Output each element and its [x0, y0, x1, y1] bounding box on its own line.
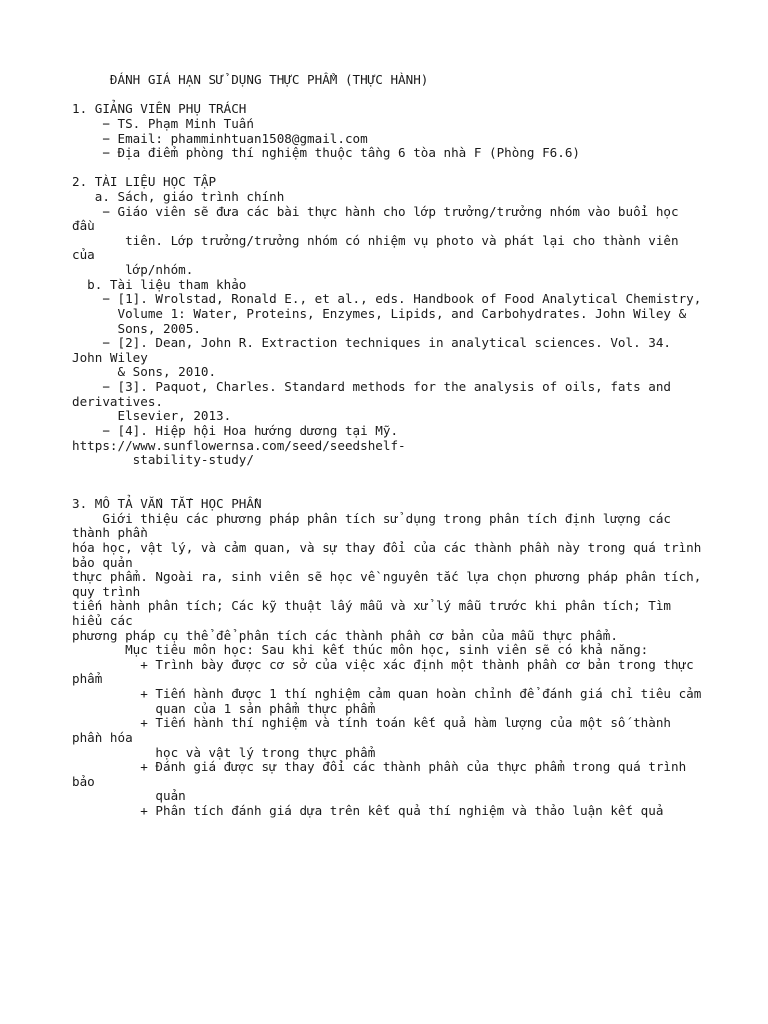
doc-line: tiến hành phân tích; Các kỹ thuật lấy mẫu và xử lý mẫu trước khi phân tích; Tìm — [72, 598, 671, 614]
section-heading-instructor: 1. GIẢNG VIÊN PHỤ TRÁCH — [72, 101, 247, 117]
reference-url: https://www.sunflowernsa.com/seed/seedshelf- — [72, 437, 406, 453]
doc-line: bảo — [72, 773, 95, 789]
section-heading-description: 3. MÔ TẢ VẮN TẮT HỌC PHẦN — [72, 496, 262, 511]
doc-line: hiểu các — [72, 612, 133, 628]
doc-line: bảo quản — [72, 554, 133, 570]
doc-line: quy trình — [72, 583, 141, 599]
subheading-references: b. Tài liệu tham khảo — [72, 276, 247, 292]
subheading-main-textbook: a. Sách, giáo trình chính — [72, 189, 285, 204]
doc-line: quan của 1 sản phẩm thực phẩm — [72, 700, 376, 716]
doc-line: phẩm — [72, 671, 103, 687]
section-heading-materials: 2. TÀI LIỆU HỌC TẬP — [72, 174, 217, 190]
objective-item: + Phân tích đánh giá dựa trên kết quả thí nghiệm và thảo luận kết quả — [72, 803, 664, 818]
objective-item: + Đánh giá được sự thay đổi các thành phần của thực phẩm trong quá trình — [72, 759, 687, 775]
reference-item: − [2]. Dean, John R. Extraction techniques in analytical sciences. Vol. 34. — [72, 335, 671, 351]
objective-item: + Tiến hành thí nghiệm và tính toán kết quả hàm lượng của một số thành — [72, 715, 671, 731]
doc-title: ĐÁNH GIÁ HẠN SỬ DỤNG THỰC PHẨM (THỰC HÀNH) — [72, 72, 429, 87]
doc-line: Elsevier, 2013. — [72, 408, 232, 424]
doc-line: tiên. Lớp trưởng/trưởng nhóm có nhiệm vụ photo và phát lại cho thành viên — [72, 232, 679, 248]
doc-line: quản — [72, 788, 186, 804]
doc-line: phương pháp cụ thể để phân tích các thành phần cơ bản của mẫu thực phẩm. — [72, 627, 618, 643]
objective-item: + Tiến hành được 1 thí nghiệm cảm quan hoàn chỉnh để đánh giá chỉ tiêu cảm — [72, 686, 702, 701]
doc-line: đầu — [72, 218, 95, 234]
doc-line: thực phẩm. Ngoài ra, sinh viên sẽ học về nguyên tắc lựa chọn phương pháp phân tích, — [72, 569, 702, 585]
objectives-intro: Mục tiêu môn học: Sau khi kết thúc môn học, sinh viên sẽ có khả năng: — [72, 642, 649, 658]
doc-line: học và vật lý trong thực phẩm — [72, 744, 376, 760]
doc-line: Giới thiệu các phương pháp phân tích sử dụng trong phân tích định lượng các — [72, 510, 671, 526]
doc-line: lớp/nhóm. — [72, 262, 194, 278]
reference-url: stability-study/ — [72, 452, 254, 468]
doc-line: của — [72, 247, 95, 263]
objective-item: + Trình bày được cơ sở của việc xác định một thành phần cơ bản trong thực — [72, 656, 694, 672]
doc-line: Sons, 2005. — [72, 320, 201, 336]
doc-line: & Sons, 2010. — [72, 364, 217, 380]
reference-item: − [1]. Wrolstad, Ronald E., et al., eds. Handbook of Food Analytical Chemistry, — [72, 291, 702, 307]
doc-line: John Wiley — [72, 349, 148, 365]
instructor-name: − TS. Phạm Minh Tuấn — [72, 115, 254, 131]
reference-item: − [4]. Hiệp hội Hoa hướng dương tại Mỹ. — [72, 422, 399, 438]
doc-line: − Giáo viên sẽ đưa các bài thực hành cho lớp trưởng/trưởng nhóm vào buổi học — [72, 203, 679, 219]
instructor-email: − Email: phamminhtuan1508@gmail.com — [72, 130, 368, 146]
doc-line: hóa học, vật lý, và cảm quan, và sự thay đổi của các thành phần này trong quá trình — [72, 539, 702, 555]
lab-location: − Địa điểm phòng thí nghiệm thuộc tầng 6 tòa nhà F (Phòng F6.6) — [72, 145, 580, 161]
doc-line: derivatives. — [72, 393, 163, 409]
doc-line: Volume 1: Water, Proteins, Enzymes, Lipids, and Carbohydrates. John Wiley & — [72, 305, 687, 321]
doc-line: thành phần — [72, 525, 148, 541]
reference-item: − [3]. Paquot, Charles. Standard methods for the analysis of oils, fats and — [72, 379, 671, 394]
doc-line: phần hóa — [72, 729, 133, 745]
